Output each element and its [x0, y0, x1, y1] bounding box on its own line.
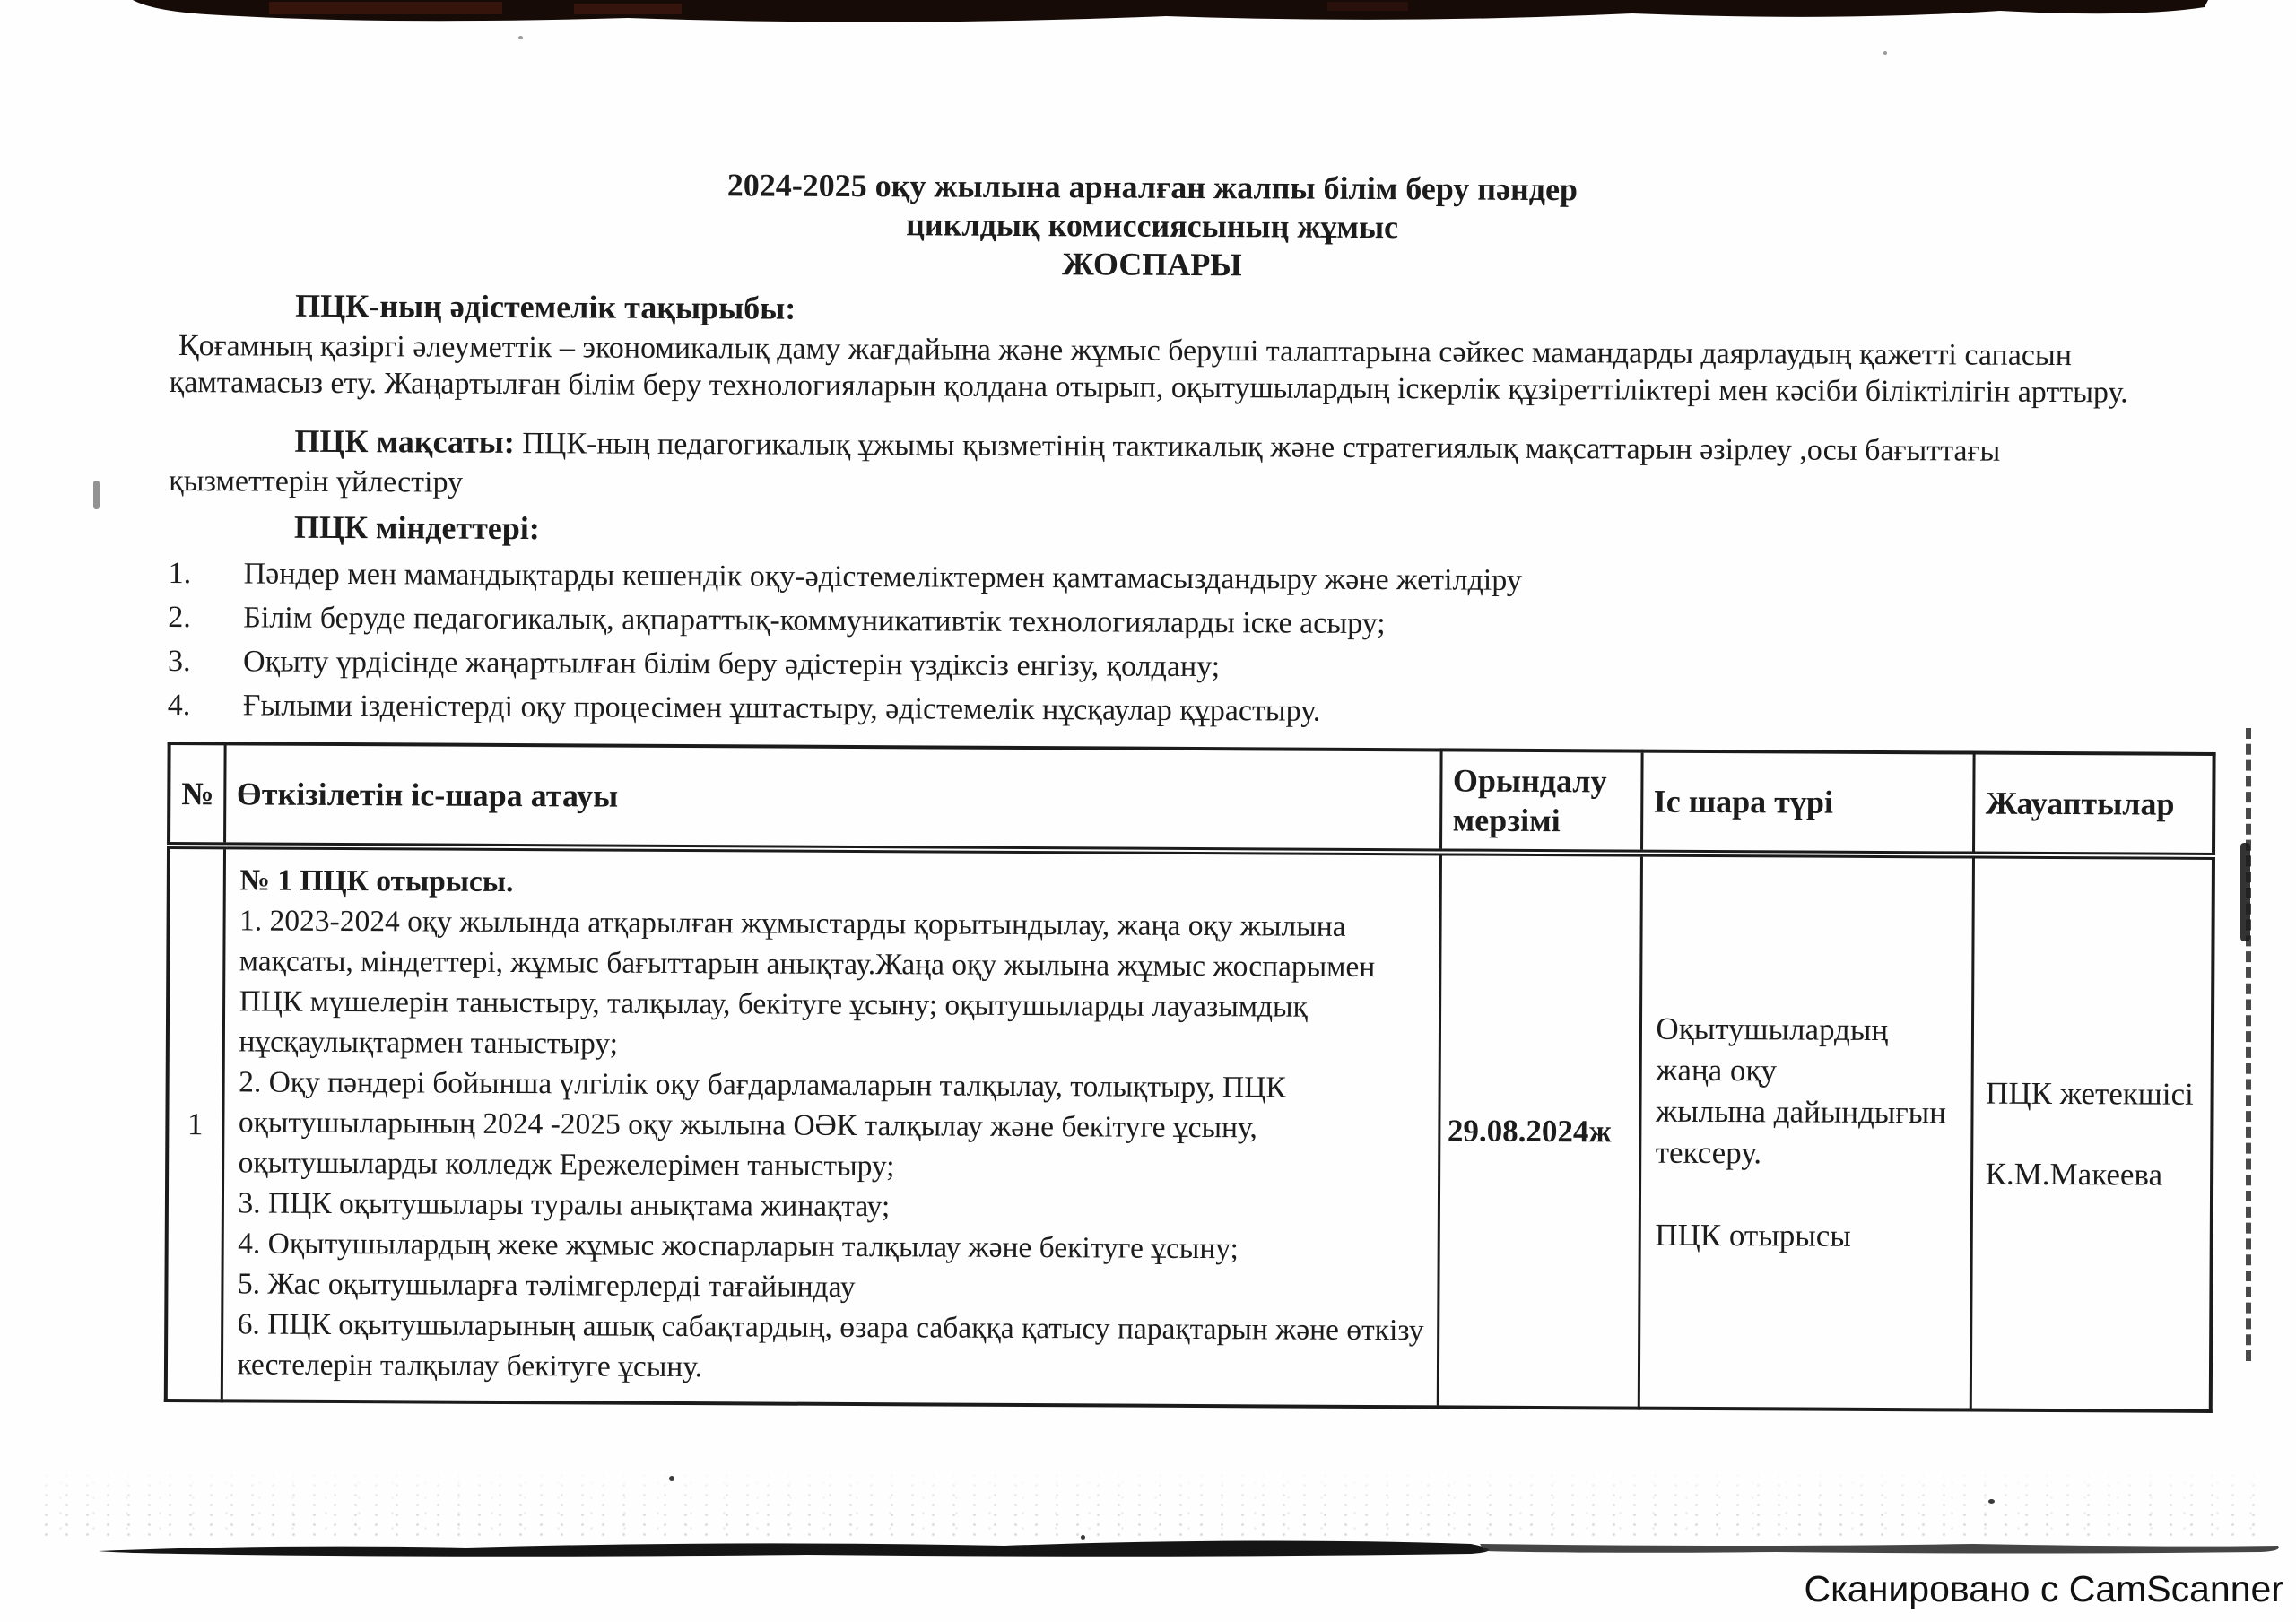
work-plan-table — [164, 742, 2216, 1413]
document-content — [164, 163, 2224, 1413]
activity-cell — [222, 846, 1440, 1407]
goal-text: ПЦК-ның педагогикалық ұжымы қызметінің тактикалық және стратегиялық мақсаттарын әзірлеу ,осы бағыттағы қызметтерін үйлестіру — [169, 427, 2001, 499]
scan-speck — [669, 1476, 674, 1481]
task-number: 1. — [168, 556, 192, 591]
task-number: 4. — [167, 688, 191, 723]
event-type-cell: Оқытушылардың жаңа оқу жылына дайындығын тексеру. ПЦК отырысы — [1639, 854, 1973, 1410]
paper-edge-artifact — [2246, 728, 2251, 1361]
activity-title: № 1 ПЦК отырысы. — [239, 863, 514, 899]
task-text: Білім беруде педагогикалық, ақпараттық-коммуникативтік технологияларды іске асыру; — [243, 601, 1386, 641]
deadline-cell: 29.08.2024ж — [1438, 852, 1641, 1408]
col-header-event-type: Іс шара түрі — [1641, 751, 1974, 855]
col-header-number: № — [169, 743, 225, 846]
methodical-theme-heading: ПЦК-ның әдістемелік тақырыбы: — [295, 287, 796, 326]
task-text: Оқыту үрдісінде жаңартылған білім беру әдістерін үздіксіз енгізу, қолдану; — [243, 645, 1221, 684]
row-number-cell: 1 — [166, 846, 224, 1401]
task-text: Пәндер мен мамандықтарды кешендік оқу-әдістемеліктермен қамтамасыздандыру және жетілдіру — [243, 557, 1522, 597]
activity-item: 6. ПЦК оқытушыларының ашық сабақтардың, өзара сабаққа қатысу парақтарын және өткізу кестелерін талқылау бекітуге ұсыну. — [237, 1307, 1424, 1384]
title-line-3: ЖОСПАРЫ — [1062, 246, 1242, 283]
scan-artifact-bottom-band — [0, 1524, 2296, 1566]
col-header-deadline: Орындалу мерзімі — [1440, 750, 1642, 853]
scan-artifact-top-band — [0, 0, 2296, 38]
col-header-responsible: Жауаптылар — [1973, 753, 2214, 856]
col-header-activity: Өткізілетін іс-шара атауы — [224, 743, 1441, 852]
goal-paragraph — [169, 421, 2155, 512]
scan-speck — [1988, 1499, 1995, 1504]
activity-item: 5. Жас оқытушыларға тәлімгерлерді тағайындау — [237, 1267, 856, 1305]
activity-item: 3. ПЦК оқытушылары туралы анықтама жинақтау; — [238, 1186, 891, 1224]
scan-speck — [1883, 51, 1887, 55]
scan-speck — [1081, 1535, 1085, 1540]
responsible-cell: ПЦК жетекшісі К.М.Макеева — [1970, 855, 2213, 1411]
document-title — [170, 163, 2135, 289]
camscanner-watermark: Сканировано с CamScanner — [1804, 1568, 2283, 1609]
task-number: 2. — [168, 600, 191, 635]
activity-item: 1. 2023-2024 оқу жылында атқарылған жұмыстарды қорытындылау, жаңа оқу жылына мақсаты, міндеттері, жұмыс бағыттарын анықтау.Жаңа оқу жылына жұмыс жоспарымен ПЦК мүшелерін таныстыру, талқылау, бекітуге ұсыну; оқытушыларды лауазымдық нұсқаулықтармен таныстыру; — [239, 904, 1376, 1061]
task-text: Ғылыми ізденістерді оқу процесімен ұштастыру, әдістемелік нұсқаулар құрастыру. — [242, 689, 1321, 728]
table-header-row — [169, 743, 2214, 856]
methodical-theme-paragraph: Қоғамның қазіргі әлеуметтік – экономикалық даму жағдайына және жұмыс беруші талаптарына сәйкес мамандарды даярлаудың қажетті сапасын қамтамасыз ету. Жаңартылған білім беру технологияларын қолдана отырып, оқытушылардың іскерлік құзіреттіліктері мен кәсіби біліктілігін арттыру. — [169, 329, 2128, 410]
table-row — [166, 846, 2213, 1411]
task-number: 3. — [168, 644, 191, 679]
title-line-2: циклдық комиссиясының жұмыс — [906, 206, 1399, 246]
paper-edge-mark — [2240, 843, 2250, 941]
tasks-heading: ПЦК міндеттері: — [293, 508, 540, 547]
scan-speck — [93, 481, 100, 509]
activity-item: 4. Оқытушылардың жеке жұмыс жоспарларын талқылау және бекітуге ұсыну; — [238, 1227, 1239, 1266]
goal-label: ПЦК мақсаты: — [294, 422, 515, 461]
scan-speck — [518, 36, 523, 39]
title-line-1: 2024-2025 оқу жылына арналған жалпы білім беру пәндер — [726, 167, 1578, 208]
tasks-list — [168, 551, 2222, 738]
activity-item: 2. Оқу пәндері бойынша үлгілік оқу бағдарламаларын талқылау, толықтыру, ПЦК оқытушыларының 2024 -2025 оқу жылына ОӘК талқылау және бекітуге ұсыну, оқытушыларды колледж Ережелерімен таныстыру; — [238, 1065, 1286, 1184]
